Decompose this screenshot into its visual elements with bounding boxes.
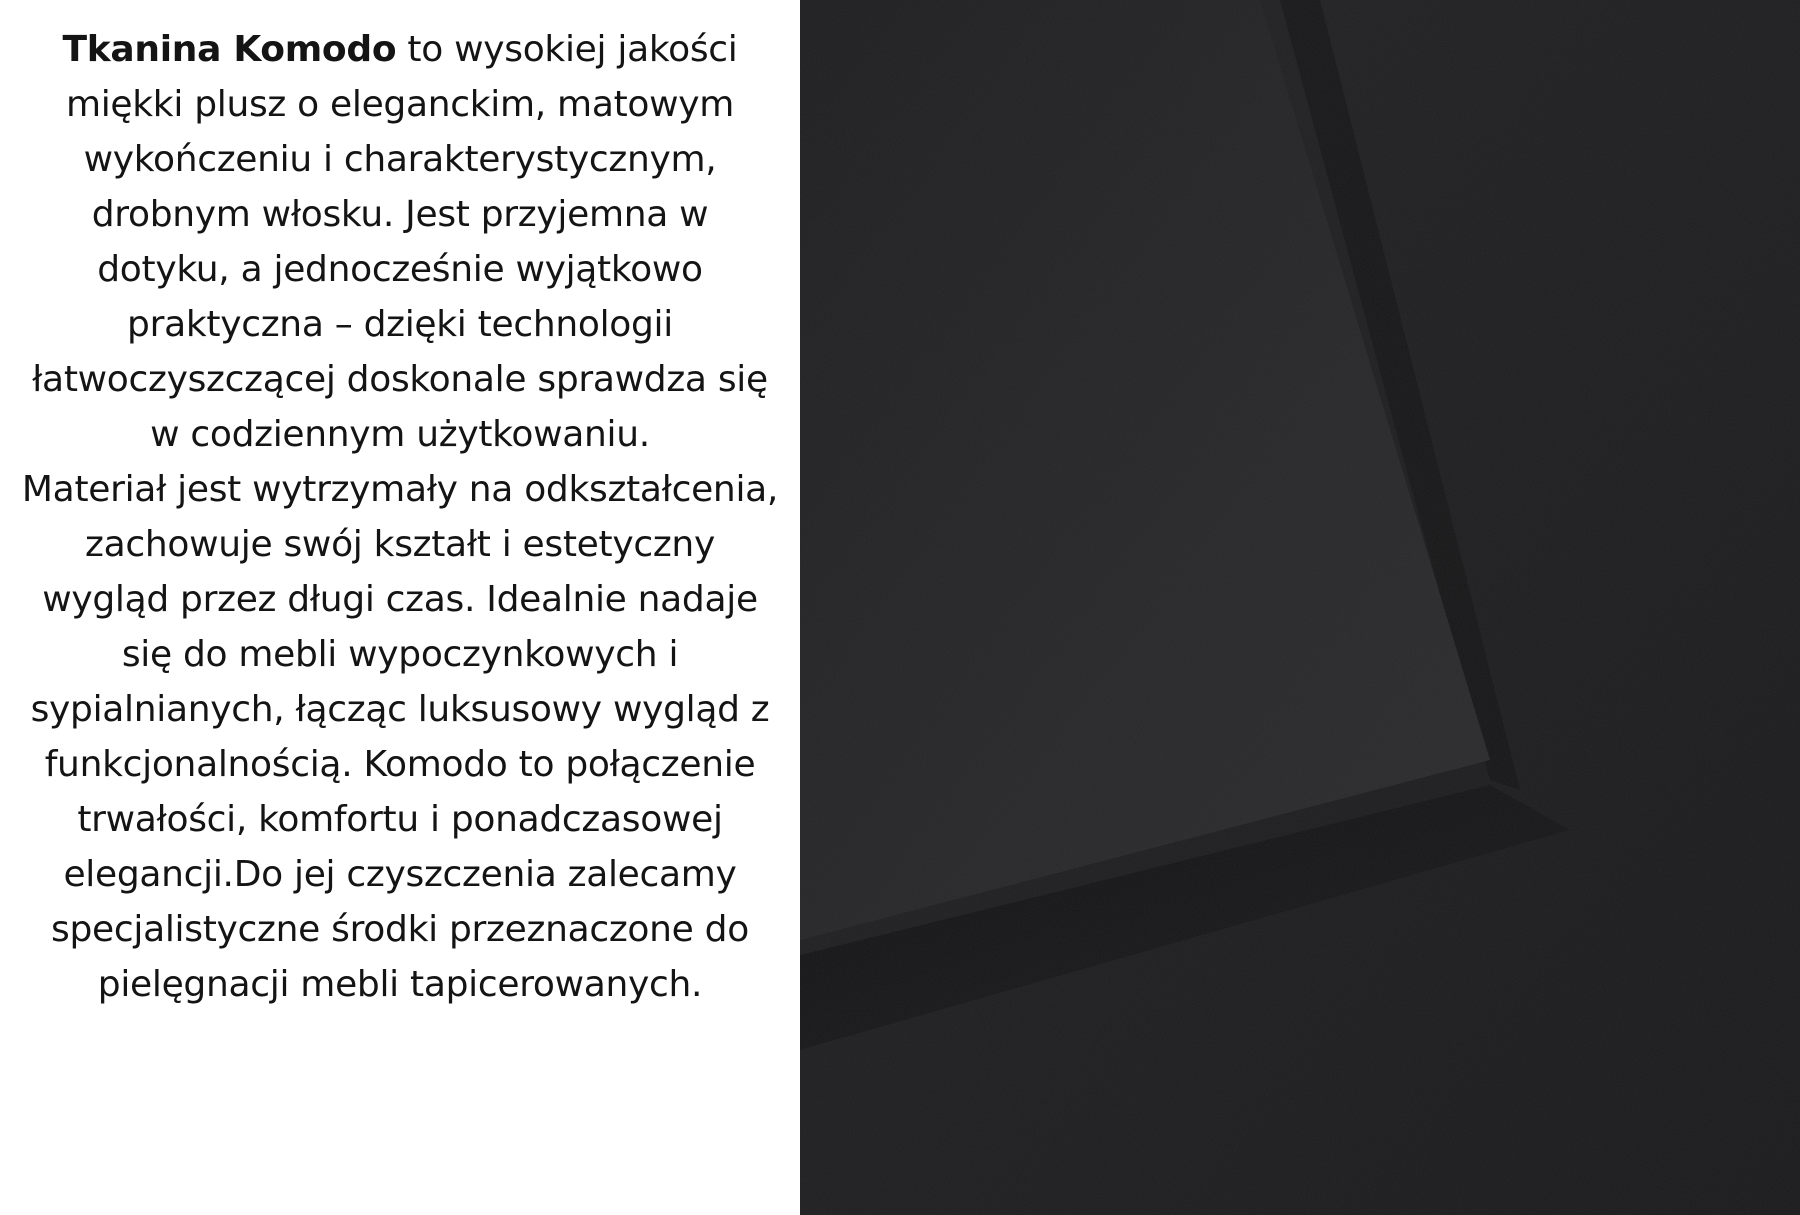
description-line: Materiał jest wytrzymały na odkształcenia, xyxy=(21,469,779,510)
description-line: dotyku, a jednocześnie wyjątkowo xyxy=(97,249,703,290)
description-line: drobnym włosku. Jest przyjemna w xyxy=(91,194,709,235)
fabric-texture xyxy=(800,0,1800,1215)
text-panel xyxy=(0,0,800,1215)
description-line: łatwoczyszczącej doskonale sprawdza się xyxy=(32,359,768,400)
fabric-name: Tkanina Komodo xyxy=(62,29,397,70)
fabric-swatch-image xyxy=(800,0,1800,1215)
description-line: wygląd przez długi czas. Idealnie nadaje xyxy=(42,579,758,620)
description-line: funkcjonalnością. Komodo to połączenie xyxy=(44,744,756,785)
fabric-swatch-photo xyxy=(800,0,1800,1215)
description-line: elegancji.Do jej czyszczenia zalecamy xyxy=(63,854,737,895)
fabric-description xyxy=(0,22,800,1012)
description-line: praktyczna – dzięki technologii xyxy=(127,304,673,345)
description-line: się do mebli wypoczynkowych i xyxy=(121,634,679,675)
description-line: pielęgnacji mebli tapicerowanych. xyxy=(97,964,703,1005)
description-line: sypialnianych, łącząc luksusowy wygląd z xyxy=(30,689,770,730)
description-line: to wysokiej jakości xyxy=(396,29,738,70)
description-line: w codziennym użytkowaniu. xyxy=(150,414,650,455)
description-line: miękki plusz o eleganckim, matowym xyxy=(65,84,735,125)
description-line: specjalistyczne środki przeznaczone do xyxy=(51,909,749,950)
description-line: zachowuje swój kształt i estetyczny xyxy=(85,524,715,565)
description-line: wykończeniu i charakterystycznym, xyxy=(83,139,717,180)
description-line: trwałości, komfortu i ponadczasowej xyxy=(77,799,723,840)
